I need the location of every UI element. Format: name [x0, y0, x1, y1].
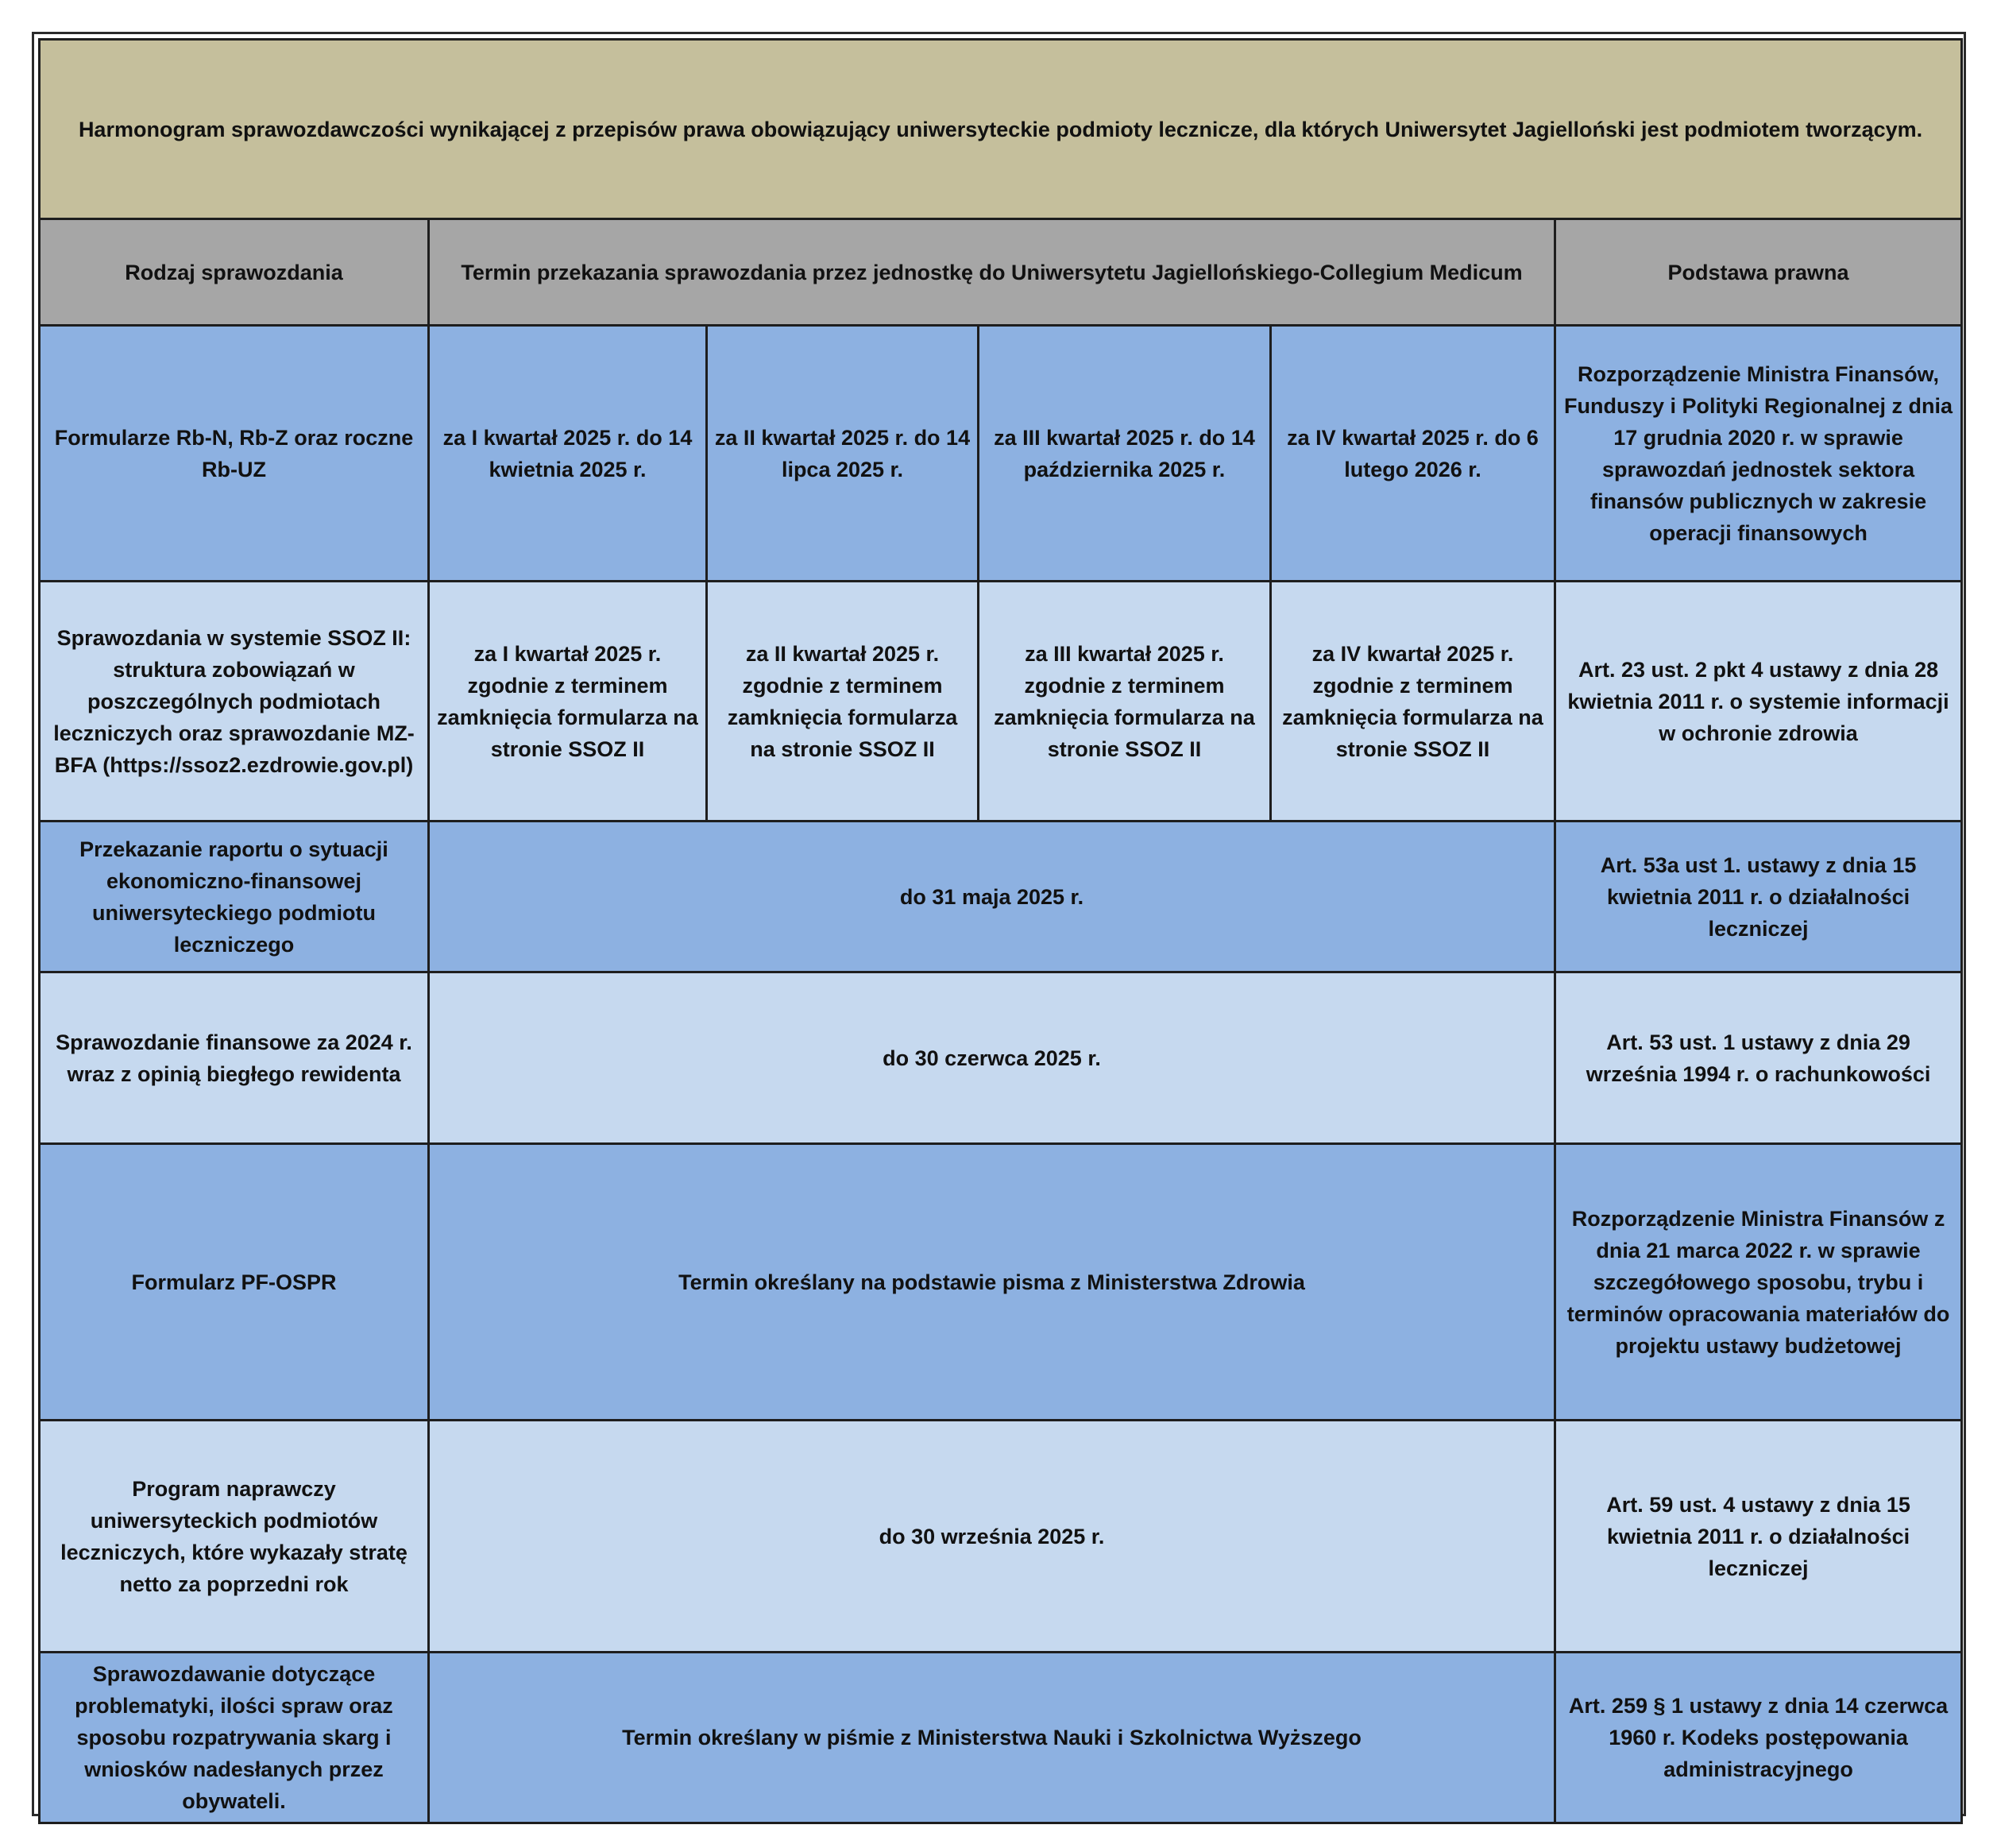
report-type-cell: Formularze Rb-N, Rb-Z oraz roczne Rb-UZ	[40, 326, 429, 582]
q1-deadline-cell: za I kwartał 2025 r. do 14 kwietnia 2025 r.	[429, 326, 707, 582]
header-type: Rodzaj sprawozdania	[40, 219, 429, 326]
q3-deadline-cell: za III kwartał 2025 r. do 14 października 2025 r.	[979, 326, 1271, 582]
q4-deadline-cell: za IV kwartał 2025 r. do 6 lutego 2026 r.	[1271, 326, 1555, 582]
table-title: Harmonogram sprawozdawczości wynikającej z przepisów prawa obowiązujący uniwersyteckie podmioty lecznicze, dla których Uniwersytet Jagielloński jest podmiotem tworzącym.	[40, 40, 1962, 219]
table-row	[40, 582, 1962, 822]
table-row	[40, 1653, 1962, 1823]
legal-basis-cell: Art. 259 § 1 ustawy z dnia 14 czerwca 1960 r. Kodeks postępowania administracyjnego	[1555, 1653, 1962, 1823]
q3-deadline-cell: za III kwartał 2025 r. zgodnie z terminem zamknięcia formularza na stronie SSOZ II	[979, 582, 1271, 822]
legal-basis-cell: Art. 53a ust 1. ustawy z dnia 15 kwietnia 2011 r. o działalności leczniczej	[1555, 822, 1962, 972]
report-type-cell: Sprawozdanie finansowe za 2024 r. wraz z opinią biegłego rewidenta	[40, 972, 429, 1144]
title-row	[40, 40, 1962, 219]
reporting-schedule-table	[38, 38, 1963, 1824]
report-type-cell: Program naprawczy uniwersyteckich podmiotów leczniczych, które wykazały stratę netto za poprzedni rok	[40, 1421, 429, 1653]
q2-deadline-cell: za II kwartał 2025 r. do 14 lipca 2025 r.	[707, 326, 979, 582]
report-type-cell: Sprawozdawanie dotyczące problematyki, ilości spraw oraz sposobu rozpatrywania skarg i wniosków nadesłanych przez obywateli.	[40, 1653, 429, 1823]
legal-basis-cell: Art. 53 ust. 1 ustawy z dnia 29 września 1994 r. o rachunkowości	[1555, 972, 1962, 1144]
report-type-cell: Przekazanie raportu o sytuacji ekonomiczno-finansowej uniwersyteckiego podmiotu leczniczego	[40, 822, 429, 972]
legal-basis-cell: Art. 59 ust. 4 ustawy z dnia 15 kwietnia 2011 r. o działalności leczniczej	[1555, 1421, 1962, 1653]
deadline-cell: Termin określany na podstawie pisma z Ministerstwa Zdrowia	[429, 1144, 1555, 1421]
report-type-cell: Sprawozdania w systemie SSOZ II: struktura zobowiązań w poszczególnych podmiotach leczniczych oraz sprawozdanie MZ-BFA (https://ssoz2.ezdrowie.gov.pl)	[40, 582, 429, 822]
deadline-cell: Termin określany w piśmie z Ministerstwa Nauki i Szkolnictwa Wyższego	[429, 1653, 1555, 1823]
header-deadline: Termin przekazania sprawozdania przez jednostkę do Uniwersytetu Jagiellońskiego-Collegium Medicum	[429, 219, 1555, 326]
table-row	[40, 326, 1962, 582]
deadline-cell: do 30 września 2025 r.	[429, 1421, 1555, 1653]
table-row	[40, 822, 1962, 972]
table-row	[40, 972, 1962, 1144]
deadline-cell: do 30 czerwca 2025 r.	[429, 972, 1555, 1144]
report-type-cell: Formularz PF-OSPR	[40, 1144, 429, 1421]
table-row	[40, 1144, 1962, 1421]
q4-deadline-cell: za IV kwartał 2025 r. zgodnie z terminem zamknięcia formularza na stronie SSOZ II	[1271, 582, 1555, 822]
legal-basis-cell: Rozporządzenie Ministra Finansów z dnia 21 marca 2022 r. w sprawie szczegółowego sposobu, trybu i terminów opracowania materiałów do projektu ustawy budżetowej	[1555, 1144, 1962, 1421]
legal-basis-cell: Rozporządzenie Ministra Finansów, Funduszy i Polityki Regionalnej z dnia 17 grudnia 2020 r. w sprawie sprawozdań jednostek sektora finansów publicznych w zakresie operacji finansowych	[1555, 326, 1962, 582]
table-row	[40, 1421, 1962, 1653]
header-row	[40, 219, 1962, 326]
deadline-cell: do 31 maja 2025 r.	[429, 822, 1555, 972]
q2-deadline-cell: za II kwartał 2025 r. zgodnie z terminem zamknięcia formularza na stronie SSOZ II	[707, 582, 979, 822]
header-legal-basis: Podstawa prawna	[1555, 219, 1962, 326]
q1-deadline-cell: za I kwartał 2025 r. zgodnie z terminem zamknięcia formularza na stronie SSOZ II	[429, 582, 707, 822]
legal-basis-cell: Art. 23 ust. 2 pkt 4 ustawy z dnia 28 kwietnia 2011 r. o systemie informacji w ochronie zdrowia	[1555, 582, 1962, 822]
